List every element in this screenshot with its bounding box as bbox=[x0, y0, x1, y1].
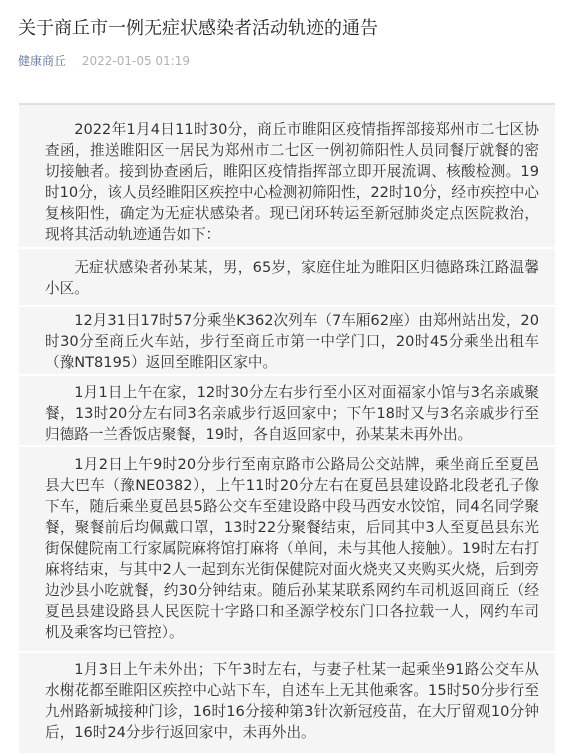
paragraph-jan-2: 1月2日上午9时20分步行至南京路市公路局公交站牌，乘坐商丘至夏邑县大巴车（豫NE0382），上午11时20分左右在夏邑县建设路北段老孔子像下车，随后乘坐夏邑县5路公交车至建设路中段马西安水饺馆，同4名同学聚餐，聚餐前后均佩戴口罩，13时22分聚餐结束，后同其中3人至夏邑县东光街保健院南工行家属院麻将馆打麻将（单间，未与其他人接触）。19时左右打麻将结束，与其中2人一起到东光街保健院对面火烧夹又夹购买火烧，后到旁边沙县小吃就餐，约30分钟结束。随后孙某某联系网约车司机返回商丘（经夏邑县建设路县人民医院十字路口和圣源学校东门口各拉载一人，网约车司机及乘客均已管控）。 bbox=[45, 456, 539, 641]
paragraph-divider bbox=[19, 247, 555, 249]
paragraph-intro: 2022年1月4日11时30分，商丘市睢阳区疫情指挥部接郑州市二七区协查函，推送睢阳区一居民为郑州市二七区一例初筛阳性人员同餐厅就餐的密切接触者。接到协查函后，睢阳区疫情指挥部立即开展流调、核酸检测。19时10分，该人员经睢阳区疾控中心检测初筛阳性，22时10分，经市疾控中心复核阳性，确定为无症状感染者。现已闭环转运至新冠肺炎定点医院救治，现将其活动轨迹通告如下： bbox=[45, 121, 539, 243]
paragraph-dec-31: 12月31日17时57分乘坐K362次列车（7车厢62座）由郑州站出发，20时30分至商丘火车站，步行至商丘市第一中学门口，20时45分乘坐出租车（豫NT8195）返回至睢阳区家中。 bbox=[45, 312, 539, 371]
paragraph-divider bbox=[19, 305, 555, 307]
account-name-link[interactable]: 健康商丘 bbox=[18, 54, 67, 68]
paragraph-divider bbox=[19, 374, 555, 376]
paragraph-divider bbox=[19, 651, 555, 653]
article-meta bbox=[18, 53, 190, 69]
paragraph-case-info: 无症状感染者孙某某，男，65岁，家庭住址为睢阳区归德路珠江路温馨小区。 bbox=[45, 259, 539, 297]
paragraph-divider bbox=[19, 445, 555, 447]
paragraph-jan-1: 1月1日上午在家，12时30分左右步行至小区对面福家小馆与3名亲戚聚餐，13时20分左右同3名亲戚步行返回家中；下午18时又与3名亲戚步行至归德路一兰香饭店聚餐，19时，各自返回家中，孙某某未再外出。 bbox=[45, 384, 539, 443]
paragraph-jan-3: 1月3日上午未外出；下午3时左右，与妻子杜某一起乘坐91路公交车从水榭花都至睢阳区疾控中心站下车，自述车上无其他乘客。15时50分步行至九州路新城接种门诊，16时16分接种第3针次新冠疫苗，在大厅留观10分钟后，16时24分步行返回家中，未再外出。 bbox=[45, 661, 539, 741]
publish-date: 2022-01-05 01:19 bbox=[81, 54, 190, 68]
article-body bbox=[19, 103, 555, 753]
article-title: 关于商丘市一例无症状感染者活动轨迹的通告 bbox=[18, 18, 378, 39]
